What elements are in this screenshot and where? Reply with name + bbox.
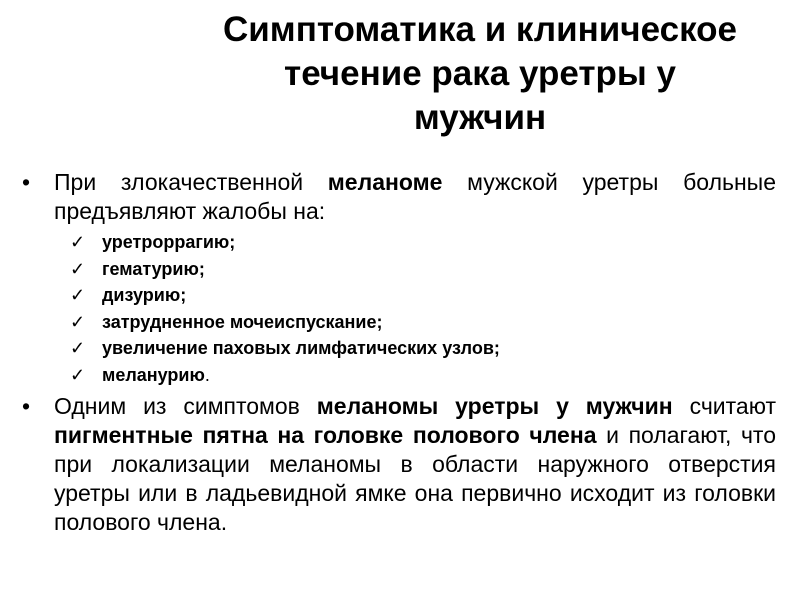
- check-item-label: уретроррагию;: [102, 232, 236, 252]
- checkmark-icon: ✓: [70, 338, 86, 359]
- check-item-difficult-urination: [22, 309, 776, 336]
- text-segment: При злокачественной: [54, 169, 328, 195]
- bold-term: меланоме: [327, 169, 443, 195]
- checkmark-icon: ✓: [70, 311, 86, 332]
- checkmark-icon: ✓: [70, 258, 86, 279]
- check-item-label: гематурию;: [102, 258, 205, 279]
- checkmark-icon: ✓: [70, 285, 86, 306]
- check-item-lymph-nodes: [22, 335, 776, 362]
- slide-body: [22, 168, 776, 537]
- check-item-urethrorrhagia: [22, 229, 776, 256]
- bullet-icon: •: [22, 392, 31, 419]
- text-segment: мужской уретры больные предъявляют жалобы на:: [54, 169, 776, 224]
- title-line-1: Симптоматика и клиническое: [223, 10, 737, 49]
- check-item-label: затрудненное мочеиспускание;: [102, 311, 383, 332]
- bullet-text: [54, 168, 776, 226]
- check-item-label: дизурию;: [102, 285, 187, 306]
- bullet-item-melanoma-complaints: [22, 168, 776, 226]
- check-item-melanuria: [22, 362, 776, 389]
- bold-term: меланомы уретры у мужчин: [316, 392, 673, 419]
- check-item-hematuria: [22, 256, 776, 283]
- check-item-dysuria: [22, 282, 776, 309]
- check-item-suffix: .: [204, 364, 210, 385]
- text-segment: Одним из симптомов: [54, 392, 317, 419]
- symptom-checklist: [22, 229, 776, 389]
- check-item-label: увеличение паховых лимфатических узлов;: [102, 338, 500, 359]
- checkmark-icon: ✓: [70, 232, 86, 252]
- title-line-2: течение рака уретры у: [284, 54, 676, 93]
- text-segment: считают: [672, 392, 776, 419]
- bold-term: пигментные пятна на головке полового члена: [54, 421, 597, 448]
- text-segment: и полагают, что при локализации меланомы в области наружного отверстия уретры или в ладьевидной ямке она первично исходит из головки полового члена.: [54, 421, 776, 535]
- bullet-text: [54, 392, 776, 537]
- bullet-item-pigment-spots: [22, 392, 776, 537]
- slide-title: [160, 8, 800, 140]
- title-line-3: мужчин: [413, 98, 547, 137]
- check-item-label: меланурию: [102, 364, 205, 385]
- bullet-icon: •: [22, 169, 31, 195]
- checkmark-icon: ✓: [70, 364, 86, 385]
